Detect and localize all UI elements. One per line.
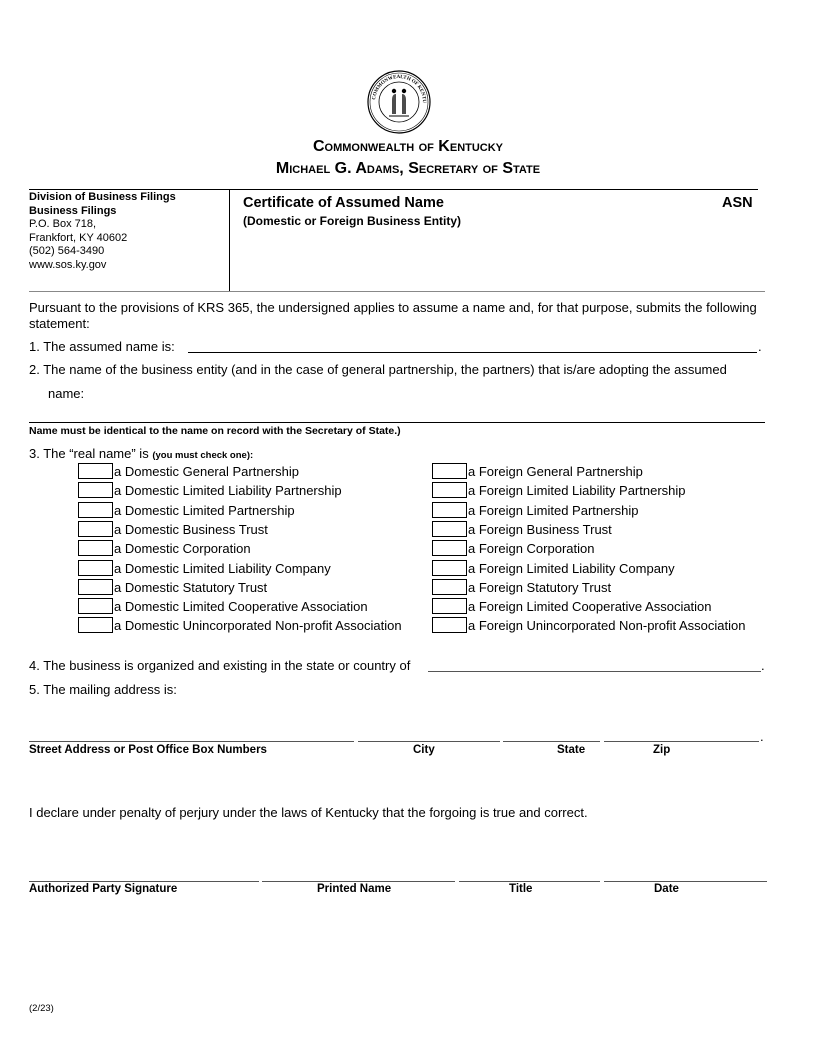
item-2-label: 2. The name of the business entity (and in the case of general partnership, the partners) that is/are adopting the assumed [29,362,727,377]
domestic-checkbox[interactable] [78,463,113,479]
domestic-option-label: a Domestic Limited Liability Partnership [114,483,342,499]
form-subtitle: (Domestic or Foreign Business Entity) [243,214,462,228]
domestic-option-label: a Domestic General Partnership [114,464,299,479]
office-city: Frankfort, KY 40602 [29,231,128,244]
foreign-checkbox[interactable] [432,540,467,556]
foreign-option-label: a Foreign General Partnership [468,464,643,479]
kentucky-seal-icon [367,70,431,134]
header-line-1: Commonwealth of Kentucky [312,138,504,155]
foreign-option-label: a Foreign Limited Liability Partnership [468,483,686,499]
zip-label: Zip [653,744,671,756]
domestic-option-label: a Domestic Business Trust [114,521,268,537]
domestic-checkbox[interactable] [78,598,113,614]
foreign-option-label: a Foreign Statutory Trust [468,579,612,595]
domestic-checkbox[interactable] [78,482,113,498]
domestic-option-label: a Domestic Limited Liability Company [114,560,331,576]
foreign-option-label: a Foreign Limited Cooperative Association [468,599,712,615]
state-field[interactable] [503,741,600,742]
foreign-checkbox[interactable] [432,463,467,479]
foreign-option-label: a Foreign Business Trust [468,521,612,537]
header-line-2: Michael G. Adams, Secretary of State [275,160,541,177]
header-divider [229,190,230,291]
foreign-option-label: a Foreign Limited Liability Company [468,560,675,576]
foreign-option-label: a Foreign Limited Partnership [468,502,639,518]
title-field[interactable] [459,881,600,882]
domestic-checkbox[interactable] [78,579,113,595]
office-block [29,191,176,272]
office-web: www.sos.ky.gov [29,258,107,271]
domestic-option-label: a Domestic Statutory Trust [114,579,268,595]
foreign-option-label: a Foreign Unincorporated Non-profit Association [468,618,746,634]
svg-text:COMMONWEALTH OF KENTUCKY [367,70,426,103]
office-phone: (502) 564-3490 [29,245,105,257]
foreign-checkbox[interactable] [432,598,467,614]
office-po-box: P.O. Box 718, [29,218,97,230]
item-3-note: (you must check one): [152,450,254,461]
signature-field[interactable] [29,881,259,882]
item-5-label: 5. The mailing address is: [29,682,177,697]
foreign-checkbox[interactable] [432,579,467,595]
street-label: Street Address or Post Office Box Numbers [29,744,267,756]
declaration-text: I declare under penalty of perjury under the laws of Kentucky that the forgoing is true and correct. [29,805,588,820]
date-field[interactable] [604,881,767,882]
revision-date: (2/23) [29,1003,54,1014]
header-top-rule [29,189,758,190]
domestic-option-label: a Domestic Limited Partnership [114,502,295,518]
foreign-checkbox[interactable] [432,482,467,498]
item-4-label: 4. The business is organized and existing in the state or country of [29,658,411,673]
item-3-text: 3. The “real name” is [29,446,149,461]
name-note: Name must be identical to the name on record with the Secretary of State.) [29,425,401,437]
printed-name-label: Printed Name [317,883,392,895]
item-3-label [29,446,253,464]
intro-text: Pursuant to the provisions of KRS 365, the undersigned applies to assume a name and, for that purpose, submits the following statement: [29,300,757,331]
header-bottom-rule [29,291,765,292]
domestic-option-label: a Domestic Limited Cooperative Association [114,599,368,615]
foreign-checkbox[interactable] [432,560,467,576]
foreign-option-label: a Foreign Corporation [468,541,595,557]
domestic-checkbox[interactable] [78,502,113,518]
item-1-label: 1. The assumed name is: [29,339,175,354]
office-division: Division of Business Filings [29,191,176,203]
state-country-field[interactable] [428,671,761,672]
office-dept: Business Filings [29,204,117,217]
domestic-checkbox[interactable] [78,560,113,576]
city-field[interactable] [358,741,500,742]
form-title: Certificate of Assumed Name [243,195,444,211]
title-label: Title [509,883,533,895]
seal-text: COMMONWEALTH OF KENTU [372,74,427,104]
city-label: City [413,744,435,756]
domestic-option-label: a Domestic Corporation [114,541,251,557]
state-label: State [557,744,586,756]
foreign-checkbox[interactable] [432,521,467,537]
domestic-option-label: a Domestic Unincorporated Non-profit Association [114,618,402,634]
printed-name-field[interactable] [262,881,455,882]
foreign-checkbox[interactable] [432,617,467,633]
entity-name-field[interactable] [29,410,765,423]
zip-field[interactable] [604,741,759,742]
foreign-checkbox[interactable] [432,502,467,518]
domestic-checkbox[interactable] [78,521,113,537]
domestic-checkbox[interactable] [78,540,113,556]
street-field[interactable] [29,741,354,742]
signature-label: Authorized Party Signature [29,883,178,895]
item-2-label-cont: name: [48,386,85,401]
assumed-name-field[interactable] [188,339,757,353]
domestic-checkbox[interactable] [78,617,113,633]
form-code: ASN [722,195,753,211]
date-label: Date [654,883,679,895]
